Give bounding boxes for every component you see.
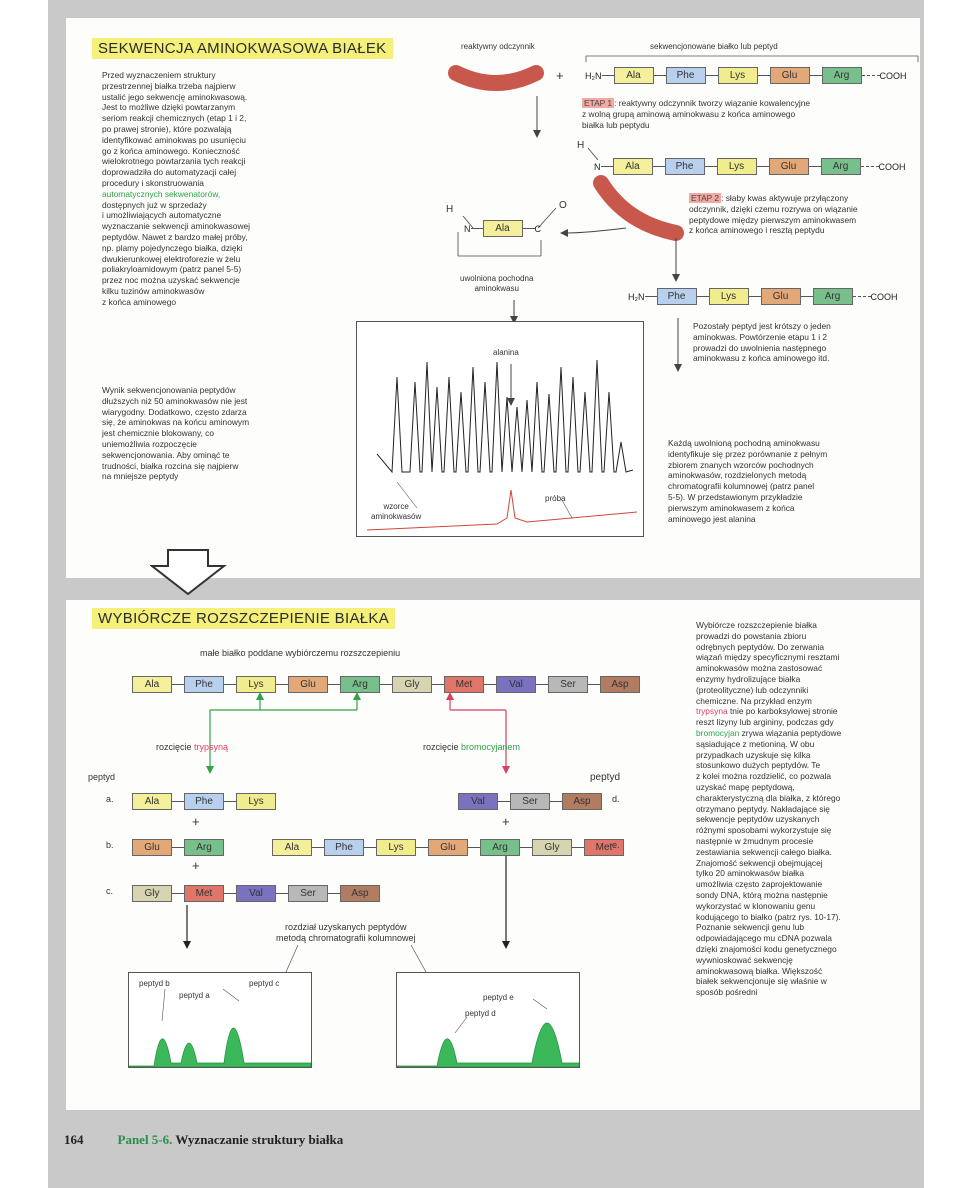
- residue-glu: Glu: [769, 158, 809, 175]
- trypsin-peaks: [129, 1028, 311, 1067]
- para2-line: trudności, białka rozcina się najpierw: [102, 460, 239, 471]
- peptide-chain-shortened: [628, 288, 898, 305]
- step2-line: z końca aminowego i resztą peptydu: [689, 225, 825, 236]
- released-label: [460, 274, 533, 294]
- label-c: c.: [106, 886, 114, 896]
- released-n-atom: N: [464, 223, 471, 234]
- residue-met: Met: [444, 676, 484, 693]
- side-text-line: charakterystyczną dla białka, z którego: [696, 792, 841, 803]
- label-d: d.: [612, 794, 620, 804]
- introA-line: Jest to możliwe dzięki powtarzanym: [102, 102, 236, 113]
- released-amino-acid: [464, 220, 541, 237]
- peptide-word-left: peptyd: [88, 772, 116, 782]
- cnbr-map-svg: [397, 973, 579, 1067]
- peptide-a: [132, 793, 276, 810]
- n-atom: N: [594, 161, 601, 172]
- residue-ala: Ala: [132, 676, 172, 693]
- side-text-fragment: tnie po karboksylowej stronie: [727, 706, 838, 717]
- trypsin-cut-label: [156, 742, 228, 752]
- introB-line: poliakryloamidowym (patrz panel 5-5): [102, 264, 242, 275]
- separation-label-line1: rozdział uzyskanych peptydów: [285, 922, 407, 932]
- side-text-line: Poznanie sekwencji genu lub: [696, 922, 805, 933]
- introA-line: ustalić jego sekwencję aminokwasową.: [102, 91, 248, 102]
- side-text-line: umożliwia często zaprojektowanie: [696, 879, 823, 890]
- introA-line: doprowadziła do automatyzacji całej: [102, 167, 237, 178]
- peptide-b: [132, 839, 224, 856]
- cnbr-cut-label: [423, 742, 520, 752]
- c-terminus: COOH: [879, 70, 907, 81]
- identify-line: pierwszym aminokwasem z końca: [668, 502, 795, 513]
- residue-phe: Phe: [324, 839, 364, 856]
- peptide-label: sekwencjonowane białko lub peptyd: [650, 42, 778, 51]
- residue-lys: Lys: [236, 676, 276, 693]
- identify-line: Każdą uwolnioną pochodną aminokwasu: [668, 438, 820, 448]
- side-text-line: reszt lizyny lub argininy, podczas gdy: [696, 717, 834, 728]
- side-text-line: wiązań między specyficznymi resztami: [696, 652, 840, 663]
- para2-line: wiarygodny. Dodatkowo, często zdarza: [102, 406, 247, 417]
- identify-line: aminowego jest alanina: [668, 513, 756, 524]
- peptide-e: [272, 839, 624, 856]
- para2-line: uniemożliwia rozpoczęcie: [102, 438, 197, 449]
- step1-line: : reaktywny odczynnik tworzy wiązanie kowalencyjne: [614, 98, 811, 108]
- residue-asp: Asp: [562, 793, 602, 810]
- side-text-line: wykorzystać w klonowaniu genu: [696, 900, 816, 911]
- residue-lys: Lys: [717, 158, 757, 175]
- side-text-line: sąsiadujące z metioniną. W obu: [696, 738, 815, 749]
- page-number: 164: [64, 1132, 84, 1147]
- side-text-line: z kolei można rozdzielić, co pozwala: [696, 771, 831, 782]
- remaining-line: Pozostały peptyd jest krótszy o jeden: [693, 321, 831, 331]
- cnbr-cut-prefix: rozcięcie: [423, 742, 462, 752]
- residue-glu: Glu: [770, 67, 810, 84]
- introA-line: wielokrotnego powtarzania tych reakcji: [102, 156, 246, 167]
- para2-line: dłuższych niż 50 aminokwasów nie jest: [102, 395, 248, 406]
- identify-line: aminokwasów, rozdzielonych metodą: [668, 470, 807, 481]
- released-label-line2: aminokwasu: [474, 284, 519, 293]
- plus-1: +: [192, 814, 200, 829]
- page-footer: [64, 1132, 343, 1148]
- residue-arg: Arg: [480, 839, 520, 856]
- residue-lys: Lys: [718, 67, 758, 84]
- bottom-panel: [66, 600, 920, 1110]
- identify-line: zbiorem znanych wzorców pochodnych: [668, 459, 814, 470]
- side-text-line: Wybiórcze rozszczepienie białka: [696, 620, 817, 630]
- identify-line: 5-5). W przedstawionym przykładzie: [668, 491, 803, 502]
- side-text-line: sondy DNA, którą można następnie: [696, 889, 828, 900]
- side-text-line: tylko 20 aminokwasów białka: [696, 868, 804, 879]
- residue-arg: Arg: [813, 288, 853, 305]
- residue-glu: Glu: [288, 676, 328, 693]
- peak-label-c: peptyd c: [249, 979, 280, 988]
- side-text-line: różnymi sposobami wykorzystuje się: [696, 825, 832, 836]
- para2-line: Wynik sekwencjonowania peptydów: [102, 385, 236, 395]
- cnbr-term: bromocyjan: [696, 727, 740, 738]
- side-text-line: białek sekwencjonuje się właśnie w: [696, 976, 827, 987]
- side-text-line: przypadkach uzyskuje się kilka: [696, 749, 811, 760]
- residue-ala: Ala: [613, 158, 653, 175]
- peptide-word-right: peptyd: [590, 772, 621, 783]
- remaining-line: prowadzi do uwolnienia następnego: [693, 342, 827, 353]
- side-text-line: prowadzi do powstania zbioru: [696, 630, 807, 641]
- residue-val: Val: [236, 885, 276, 902]
- side-text-line: odrębnych peptydów. Do zerwania: [696, 641, 825, 652]
- introB-line: dostępnych już w sprzedaży: [102, 199, 207, 210]
- plus-3: +: [502, 814, 510, 829]
- peptide-d: [458, 793, 602, 810]
- sample-label: próba: [545, 494, 566, 503]
- peptide-c: [132, 885, 380, 902]
- para2-line: się, że aminokwas na końcu aminowym: [102, 417, 250, 428]
- residue-arg: Arg: [340, 676, 380, 693]
- step2-line: odczynnik, dzięki czemu rozrywa on wiązanie: [689, 203, 858, 214]
- residue-asp: Asp: [600, 676, 640, 693]
- peptide-map-trypsin: [128, 972, 312, 1068]
- top-panel-title: SEKWENCJA AMINOKWASOWA BIAŁEK: [92, 38, 393, 59]
- introB-line: wyznaczanie sekwencji aminokwasowej: [102, 221, 251, 232]
- introA-line: Przed wyznaczeniem struktury: [102, 70, 216, 80]
- n-terminus-3: H₂N: [628, 291, 645, 302]
- side-text-line: sposób pośredni: [696, 987, 758, 998]
- side-text-line: otrzymano peptydy. Nakładające się: [696, 803, 830, 814]
- para2-line: na mniejsze peptydy: [102, 471, 179, 482]
- side-text-line: chemiczne. Na przykład enzym: [696, 695, 812, 706]
- amino-acid-chromatogram: [356, 321, 644, 537]
- side-text-line: aminokwasów można zastosować: [696, 663, 823, 674]
- residue-ser: Ser: [548, 676, 588, 693]
- step2-line: peptydowe między pierwszym aminokwasem: [689, 214, 857, 225]
- introB-line: kilku tuzinów aminokwasów: [102, 285, 205, 296]
- side-text-line: kodującego to białko (patrz rys. 10-17).: [696, 911, 841, 922]
- remaining-peptide-text: [693, 321, 923, 364]
- alanina-label: alanina: [493, 348, 519, 357]
- introA-line: go z końca aminowego. Konieczność: [102, 145, 240, 156]
- standards-label: [371, 502, 421, 522]
- standards-trace: [377, 360, 633, 472]
- step2-line: : słaby kwas aktywuje przyłączony: [721, 193, 849, 203]
- introA-line: identyfikować aminokwas po usunięciu: [102, 134, 246, 145]
- h-atom: H: [577, 140, 585, 151]
- remaining-line: aminokwasu z końca aminowego itd.: [693, 353, 830, 364]
- step-2-text: [689, 193, 919, 236]
- residue-met: Met: [184, 885, 224, 902]
- automatic-sequencers-term: automatycznych sekwenatorów,: [102, 188, 221, 199]
- label-a: a.: [106, 794, 114, 804]
- residue-gly: Gly: [392, 676, 432, 693]
- side-text-line: [696, 706, 916, 717]
- peak-label-e: peptyd e: [483, 993, 514, 1002]
- side-text-line: wywnioskować sekwencję: [696, 954, 793, 965]
- side-text-line: następnie w żmudnym procesie: [696, 835, 814, 846]
- reagent-shape: [456, 73, 536, 83]
- residue-phe: Phe: [666, 67, 706, 84]
- standards-label-line2: aminokwasów: [371, 512, 422, 521]
- label-e: e.: [612, 840, 620, 850]
- peak-label-a: peptyd a: [179, 991, 210, 1000]
- step-1-badge: ETAP 1: [584, 98, 613, 108]
- residue-glu: Glu: [428, 839, 468, 856]
- peptide-map-cnbr: [396, 972, 580, 1068]
- introB-line: i umożliwiających automatyczne: [102, 210, 222, 221]
- side-text-line: stosunkowo dużych peptydów. Te: [696, 760, 821, 771]
- residue-ser: Ser: [510, 793, 550, 810]
- side-text-line: dzięki znajomości kodu genetycznego: [696, 943, 837, 954]
- peptide-chain-attached: [594, 158, 906, 175]
- residue-glu: Glu: [132, 839, 172, 856]
- top-panel: [66, 18, 920, 578]
- side-text-line: aminokwasową białka. Większość: [696, 965, 823, 976]
- residue-gly: Gly: [132, 885, 172, 902]
- introB-line: peptydów. Nawet z bardzo małej próby,: [102, 231, 248, 242]
- residue-lys: Lys: [236, 793, 276, 810]
- residue-phe: Phe: [665, 158, 705, 175]
- introB-line: przez noc można uzyskać sekwencje: [102, 275, 240, 286]
- side-text-line: sekwencje peptydów uzyskanych: [696, 814, 820, 825]
- introA-line: procedury i skonstruowania: [102, 177, 204, 188]
- residue-ser: Ser: [288, 885, 328, 902]
- c-terminus-2: COOH: [878, 161, 906, 172]
- introA-line: po prawej stronie), które pozwalają: [102, 123, 232, 134]
- identify-line: chromatografii kolumnowej (patrz panel: [668, 481, 815, 492]
- identify-line: identyfikuje się przez porównanie z pełnym: [668, 448, 828, 459]
- plus-2: +: [192, 858, 200, 873]
- reagent-label: reaktywny odczynnik: [461, 42, 535, 51]
- residue-gly: Gly: [532, 839, 572, 856]
- trypsin-word: trypsyną: [194, 742, 229, 752]
- released-c-atom: C: [534, 223, 541, 234]
- panel-title: Wyznaczanie struktury białka: [175, 1132, 344, 1147]
- protein-label: małe białko poddane wybiórczemu rozszczepieniu: [200, 648, 401, 658]
- released-ala-box: Ala: [483, 220, 523, 237]
- introB-line: dwukierunkowej elektroforezie w żelu: [102, 253, 241, 264]
- panel-label: Panel 5-6.: [117, 1132, 173, 1147]
- residue-ala: Ala: [272, 839, 312, 856]
- para2-line: sekwencjonowania. Aby ominąć te: [102, 449, 230, 460]
- side-text-line: zestawiania sekwencji całego białka.: [696, 846, 832, 857]
- peptide-chain-initial: [585, 67, 907, 84]
- residue-phe: Phe: [184, 793, 224, 810]
- residue-ala: Ala: [614, 67, 654, 84]
- step1-line: z wolną grupą aminową aminokwasu z końca aminowego: [582, 108, 796, 119]
- label-b: b.: [106, 840, 114, 850]
- separation-label: [276, 922, 416, 944]
- residue-met: Met: [584, 839, 624, 856]
- down-arrow-between-panels: [150, 548, 230, 598]
- step-2-badge: ETAP 2: [691, 193, 720, 203]
- introB-line: z końca aminowego: [102, 296, 177, 307]
- introA-line: przestrzennej białka trzeba najpierw: [102, 80, 236, 91]
- para2-line: jest chemicznie blokowany, co: [102, 428, 215, 439]
- side-text-line: Znajomość sekwencji obejmującej: [696, 857, 823, 868]
- cnbr-peaks: [397, 1023, 579, 1067]
- side-text-line: [696, 728, 916, 739]
- residue-lys: Lys: [709, 288, 749, 305]
- plus-sign: +: [556, 68, 564, 83]
- cleavage-side-text: [696, 620, 916, 998]
- peak-label-d: peptyd d: [465, 1009, 496, 1018]
- peak-label-b: peptyd b: [139, 979, 170, 988]
- side-text-line: (proteolityczne) lub odczynniki: [696, 684, 809, 695]
- residue-ala: Ala: [132, 793, 172, 810]
- residue-phe: Phe: [184, 676, 224, 693]
- released-h-atom: H: [446, 204, 454, 215]
- released-o-atom: O: [559, 200, 567, 211]
- side-text-line: uzyskać mapę peptydową,: [696, 781, 795, 792]
- cnbr-word: bromocyjanem: [461, 742, 521, 752]
- residue-val: Val: [496, 676, 536, 693]
- attached-reagent-shape: [601, 183, 676, 233]
- c-terminus-3: COOH: [870, 291, 898, 302]
- trypsin-term: trypsyna: [696, 706, 728, 717]
- n-terminus: H₂N: [585, 70, 602, 81]
- released-label-line1: uwolniona pochodna: [460, 274, 534, 283]
- residue-val: Val: [458, 793, 498, 810]
- residue-lys: Lys: [376, 839, 416, 856]
- step-1-text: [582, 98, 912, 130]
- side-text-fragment: zrywa wiązania peptydowe: [739, 727, 842, 738]
- side-text-line: enzymy hydrolizujące białka: [696, 673, 801, 684]
- residue-asp: Asp: [340, 885, 380, 902]
- bottom-panel-title: WYBIÓRCZE ROZSZCZEPIENIE BIAŁKA: [92, 608, 395, 629]
- introB-line: np. plamy pojedynczego białka, dzięki: [102, 242, 243, 253]
- step1-line: białka lub peptydu: [582, 119, 650, 130]
- remaining-line: aminokwas. Powtórzenie etapu 1 i 2: [693, 331, 828, 342]
- residue-arg: Arg: [184, 839, 224, 856]
- residue-glu: Glu: [761, 288, 801, 305]
- residue-phe: Phe: [657, 288, 697, 305]
- residue-arg: Arg: [821, 158, 861, 175]
- residue-arg: Arg: [822, 67, 862, 84]
- side-text-line: odpowiadającego mu cDNA pozwala: [696, 933, 832, 944]
- identification-text: [668, 438, 918, 524]
- separation-label-line2: metodą chromatografii kolumnowej: [276, 933, 416, 943]
- standards-label-line1: wzorce: [383, 502, 409, 511]
- trypsin-cut-prefix: rozcięcie: [156, 742, 195, 752]
- introA-line: seriom reakcji chemicznych (etap 1 i 2,: [102, 113, 247, 124]
